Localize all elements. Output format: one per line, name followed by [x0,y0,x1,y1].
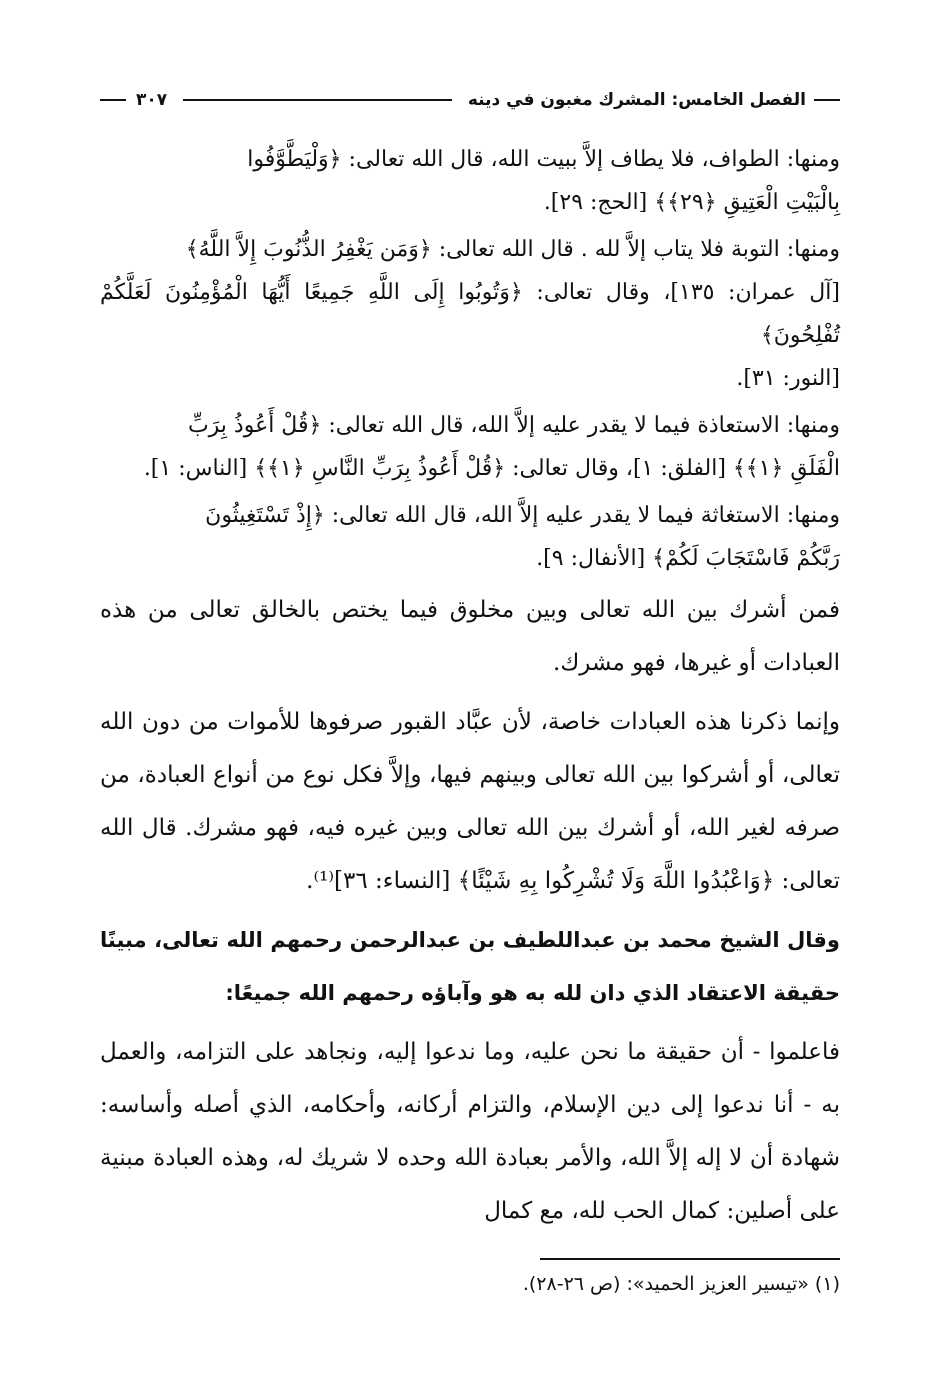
paragraph-line: [النور: ٣١]. [736,366,840,391]
paragraph-tawba [100,228,840,400]
paragraph-line: ومنها: الاستغاثة فيما لا يقدر عليه إلاَّ الله، قال الله تعالى: ﴿إِذْ تَسْتَغِيثُونَ [205,503,840,528]
footnote: (١) «تيسير العزيز الحميد»: (ص ٢٦-٢٨). [522,1272,840,1295]
chapter-title: الفصل الخامس: المشرك مغبون في دينه [467,90,806,110]
paragraph-line: ومنها: الطواف، فلا يطاف إلاَّ ببيت الله، قال الله تعالى: ﴿وَلْيَطَّوَّفُوا [247,147,840,172]
paragraph-istighatha [100,494,840,580]
paragraph-line: الْفَلَقِ ﴿١﴾﴾ [الفلق: ١]، وقال تعالى: ﴿قُلْ أَعُوذُ بِرَبِّ النَّاسِ ﴿١﴾﴾ [الناس: ١]. [143,456,840,481]
paragraph-tawaf [100,138,840,224]
paragraph-shirk-conclusion: فمن أشرك بين الله تعالى وبين مخلوق فيما يختص بالخالق تعالى من هذه العبادات أو غيرها، فهو مشرك. [100,597,840,676]
paragraph-sheikh-quote: فاعلموا - أن حقيقة ما نحن عليه، وما ندعوا إليه، ونجاهد على التزامه، والعمل به - أنا ندعوا إلى دين الإسلام، والتزام أركانه، وأحكامه، الذي أصله وأساسه: شهادة أن لا إله إلاَّ الله، والأمر بعبادة الله وحده لا شريك له، وهذه العبادة مبنية على أصلين: كمال الحب لله، مع كمال [100,1039,840,1224]
header-dash-end [100,99,126,101]
header-dash-start [814,99,840,101]
page-number: ٣٠٧ [136,90,168,110]
header-rule [183,99,452,101]
paragraph-line: ومنها: التوبة فلا يتاب إلاَّ لله . قال الله تعالى: ﴿وَمَن يَغْفِرُ الذُّنُوبَ إِلاَّ اللَّهُ﴾ [185,237,840,262]
paragraph-line: [آل عمران: ١٣٥]، وقال تعالى: ﴿وَتُوبُوا إِلَى اللَّهِ جَمِيعًا أَيُّهَا الْمُؤْمِنُونَ لَعَلَّكُمْ تُفْلِحُونَ﴾ [100,280,840,348]
paragraph-line: بِالْبَيْتِ الْعَتِيقِ ﴿٢٩﴾﴾ [الحج: ٢٩]. [543,190,840,215]
book-page [100,80,840,1304]
paragraph-line: ومنها: الاستعاذة فيما لا يقدر عليه إلاَّ الله، قال الله تعالى: ﴿قُلْ أَعُوذُ بِرَبِّ [187,413,840,438]
paragraph-line: رَبَّكُمْ فَاسْتَجَابَ لَكُمْ﴾ [الأنفال: ٩]. [536,546,840,571]
paragraph-istiadha [100,404,840,490]
footnote-separator [540,1258,840,1260]
body-text [100,138,840,1238]
running-header [100,80,840,120]
paragraph-ibadat-explanation: وإنما ذكرنا هذه العبادات خاصة، لأن عبَّاد القبور صرفوها للأموات من دون الله تعالى، أو أشركوا بين الله تعالى وبينهم فيها، وإلاَّ فكل نوع من أنواع العبادة، من صرفه لغير الله، أو أشرك بين الله تعالى وبين غيره فيه، فهو مشرك. قال الله تعالى: ﴿وَاعْبُدُوا اللَّهَ وَلَا تُشْرِكُوا بِهِ شَيْئًا﴾ [النساء: ٣٦]⁽¹⁾. [100,709,840,894]
paragraph-sheikh-quote-intro: وقال الشيخ محمد بن عبداللطيف بن عبدالرحمن رحمهم الله تعالى، مبينًا حقيقة الاعتقاد الذي دان لله به هو وآباؤه رحمهم الله جميعًا: [100,928,840,1005]
